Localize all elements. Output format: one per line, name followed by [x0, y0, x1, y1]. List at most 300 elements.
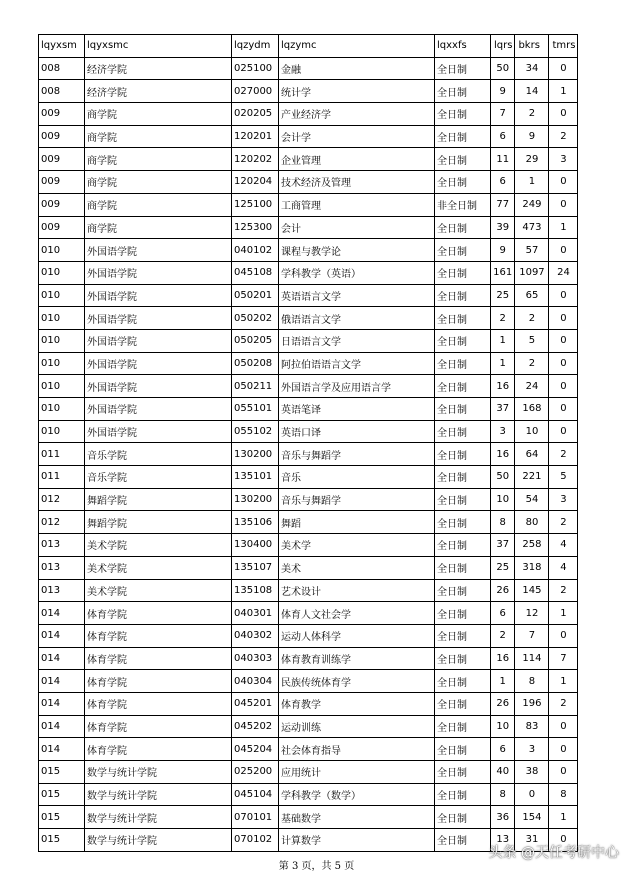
table-row — [39, 329, 578, 352]
admitted-count-cell: 9 — [491, 239, 515, 262]
exempt-count-cell: 0 — [549, 329, 578, 352]
major-code-cell: 045202 — [232, 715, 279, 738]
college-code-cell: 014 — [39, 738, 85, 761]
table-row — [39, 647, 578, 670]
major-code-cell: 045201 — [232, 692, 279, 715]
table-row — [39, 103, 578, 126]
exempt-count-cell: 0 — [549, 239, 578, 262]
college-code-cell: 009 — [39, 216, 85, 239]
study-mode-cell: 全日制 — [435, 398, 491, 421]
applicant-count-cell: 0 — [515, 783, 549, 806]
major-name-cell: 课程与教学论 — [279, 239, 435, 262]
college-name-cell: 商学院 — [85, 193, 232, 216]
admitted-count-cell: 13 — [491, 829, 515, 852]
college-code-cell: 008 — [39, 57, 85, 80]
exempt-count-cell: 0 — [549, 738, 578, 761]
applicant-count-cell: 258 — [515, 534, 549, 557]
exempt-count-cell: 0 — [549, 375, 578, 398]
major-name-cell: 学科教学（数学） — [279, 783, 435, 806]
watermark-text: 头条 @天任考研中心 — [488, 845, 619, 861]
applicant-count-cell: 12 — [515, 602, 549, 625]
college-code-cell: 012 — [39, 488, 85, 511]
admitted-count-cell: 161 — [491, 261, 515, 284]
major-code-cell: 135101 — [232, 466, 279, 489]
applicant-count-cell: 154 — [515, 806, 549, 829]
study-mode-cell: 全日制 — [435, 329, 491, 352]
study-mode-cell: 全日制 — [435, 806, 491, 829]
admitted-count-cell: 50 — [491, 57, 515, 80]
applicant-count-cell: 196 — [515, 692, 549, 715]
admitted-count-cell: 6 — [491, 602, 515, 625]
college-code-cell: 010 — [39, 329, 85, 352]
study-mode-cell: 全日制 — [435, 647, 491, 670]
applicant-count-cell: 249 — [515, 193, 549, 216]
applicant-count-cell: 34 — [515, 57, 549, 80]
college-name-cell: 体育学院 — [85, 692, 232, 715]
table-row — [39, 216, 578, 239]
major-name-cell: 体育教学 — [279, 692, 435, 715]
major-name-cell: 会计学 — [279, 125, 435, 148]
table-row — [39, 193, 578, 216]
major-code-cell: 130400 — [232, 534, 279, 557]
study-mode-cell: 全日制 — [435, 761, 491, 784]
study-mode-cell: 全日制 — [435, 261, 491, 284]
admitted-count-cell: 2 — [491, 307, 515, 330]
admitted-count-cell: 7 — [491, 103, 515, 126]
applicant-count-cell: 145 — [515, 579, 549, 602]
college-code-cell: 008 — [39, 80, 85, 103]
admitted-count-cell: 11 — [491, 148, 515, 171]
admitted-count-cell: 1 — [491, 329, 515, 352]
admitted-count-cell: 37 — [491, 534, 515, 557]
applicant-count-cell: 1097 — [515, 261, 549, 284]
major-code-cell: 070102 — [232, 829, 279, 852]
college-code-cell: 014 — [39, 602, 85, 625]
study-mode-cell: 全日制 — [435, 488, 491, 511]
major-name-cell: 音乐 — [279, 466, 435, 489]
major-name-cell: 统计学 — [279, 80, 435, 103]
college-name-cell: 外国语学院 — [85, 352, 232, 375]
college-name-cell: 外国语学院 — [85, 239, 232, 262]
study-mode-cell: 全日制 — [435, 466, 491, 489]
study-mode-cell: 全日制 — [435, 80, 491, 103]
applicant-count-cell: 473 — [515, 216, 549, 239]
admitted-count-cell: 6 — [491, 125, 515, 148]
exempt-count-cell: 1 — [549, 80, 578, 103]
exempt-count-cell: 0 — [549, 398, 578, 421]
applicant-count-cell: 2 — [515, 352, 549, 375]
exempt-count-cell: 3 — [549, 148, 578, 171]
college-code-cell: 010 — [39, 307, 85, 330]
major-code-cell: 055101 — [232, 398, 279, 421]
college-code-cell: 012 — [39, 511, 85, 534]
table-row — [39, 806, 578, 829]
study-mode-cell: 全日制 — [435, 670, 491, 693]
study-mode-cell: 全日制 — [435, 715, 491, 738]
study-mode-cell: 全日制 — [435, 103, 491, 126]
college-code-cell: 014 — [39, 624, 85, 647]
admitted-count-cell: 10 — [491, 715, 515, 738]
major-name-cell: 产业经济学 — [279, 103, 435, 126]
study-mode-cell: 全日制 — [435, 783, 491, 806]
college-code-cell: 014 — [39, 692, 85, 715]
college-name-cell: 外国语学院 — [85, 307, 232, 330]
table-row — [39, 534, 578, 557]
exempt-count-cell: 2 — [549, 579, 578, 602]
page-footer: 第 3 页，共 5 页 — [278, 861, 355, 872]
college-code-cell: 013 — [39, 556, 85, 579]
major-code-cell: 025200 — [232, 761, 279, 784]
header-lqrs: lqrs — [491, 35, 515, 58]
college-code-cell: 010 — [39, 375, 85, 398]
admitted-count-cell: 6 — [491, 738, 515, 761]
exempt-count-cell: 0 — [549, 307, 578, 330]
college-name-cell: 外国语学院 — [85, 261, 232, 284]
exempt-count-cell: 4 — [549, 534, 578, 557]
study-mode-cell: 全日制 — [435, 125, 491, 148]
major-name-cell: 音乐与舞蹈学 — [279, 443, 435, 466]
major-code-cell: 050201 — [232, 284, 279, 307]
college-name-cell: 外国语学院 — [85, 375, 232, 398]
major-name-cell: 民族传统体育学 — [279, 670, 435, 693]
admitted-count-cell: 26 — [491, 579, 515, 602]
applicant-count-cell: 57 — [515, 239, 549, 262]
study-mode-cell: 全日制 — [435, 284, 491, 307]
college-name-cell: 商学院 — [85, 125, 232, 148]
major-code-cell: 050208 — [232, 352, 279, 375]
major-name-cell: 会计 — [279, 216, 435, 239]
exempt-count-cell: 1 — [549, 670, 578, 693]
study-mode-cell: 全日制 — [435, 352, 491, 375]
major-code-cell: 040303 — [232, 647, 279, 670]
admitted-count-cell: 37 — [491, 398, 515, 421]
applicant-count-cell: 8 — [515, 670, 549, 693]
major-name-cell: 艺术设计 — [279, 579, 435, 602]
college-name-cell: 美术学院 — [85, 534, 232, 557]
applicant-count-cell: 83 — [515, 715, 549, 738]
major-name-cell: 运动人体科学 — [279, 624, 435, 647]
exempt-count-cell: 0 — [549, 171, 578, 194]
admitted-count-cell: 2 — [491, 624, 515, 647]
table-row — [39, 738, 578, 761]
college-name-cell: 体育学院 — [85, 670, 232, 693]
header-lqyxsmc: lqyxsmc — [85, 35, 232, 58]
admitted-count-cell: 77 — [491, 193, 515, 216]
header-row — [39, 35, 578, 58]
major-name-cell: 美术 — [279, 556, 435, 579]
major-code-cell: 027000 — [232, 80, 279, 103]
major-name-cell: 美术学 — [279, 534, 435, 557]
major-name-cell: 阿拉伯语语言文学 — [279, 352, 435, 375]
college-name-cell: 体育学院 — [85, 624, 232, 647]
major-code-cell: 040304 — [232, 670, 279, 693]
college-name-cell: 体育学院 — [85, 647, 232, 670]
major-code-cell: 050202 — [232, 307, 279, 330]
college-code-cell: 015 — [39, 783, 85, 806]
study-mode-cell: 全日制 — [435, 624, 491, 647]
study-mode-cell: 全日制 — [435, 602, 491, 625]
college-name-cell: 舞蹈学院 — [85, 488, 232, 511]
exempt-count-cell: 1 — [549, 216, 578, 239]
applicant-count-cell: 29 — [515, 148, 549, 171]
study-mode-cell: 全日制 — [435, 511, 491, 534]
header-bkrs: bkrs — [515, 35, 549, 58]
college-name-cell: 商学院 — [85, 171, 232, 194]
admitted-count-cell: 8 — [491, 783, 515, 806]
exempt-count-cell: 0 — [549, 284, 578, 307]
college-name-cell: 舞蹈学院 — [85, 511, 232, 534]
major-code-cell: 070101 — [232, 806, 279, 829]
table-row — [39, 783, 578, 806]
exempt-count-cell: 0 — [549, 57, 578, 80]
college-name-cell: 美术学院 — [85, 579, 232, 602]
major-name-cell: 基础数学 — [279, 806, 435, 829]
college-code-cell: 011 — [39, 466, 85, 489]
exempt-count-cell: 0 — [549, 420, 578, 443]
table-body — [39, 57, 578, 851]
admitted-count-cell: 9 — [491, 80, 515, 103]
table-row — [39, 375, 578, 398]
college-code-cell: 009 — [39, 171, 85, 194]
table-row — [39, 761, 578, 784]
table-row — [39, 284, 578, 307]
table-row — [39, 624, 578, 647]
admitted-count-cell: 36 — [491, 806, 515, 829]
applicant-count-cell: 65 — [515, 284, 549, 307]
major-name-cell: 音乐与舞蹈学 — [279, 488, 435, 511]
study-mode-cell: 全日制 — [435, 579, 491, 602]
admitted-count-cell: 39 — [491, 216, 515, 239]
study-mode-cell: 全日制 — [435, 216, 491, 239]
exempt-count-cell: 0 — [549, 829, 578, 852]
admitted-count-cell: 3 — [491, 420, 515, 443]
table-row — [39, 692, 578, 715]
admitted-count-cell: 1 — [491, 670, 515, 693]
applicant-count-cell: 10 — [515, 420, 549, 443]
table-row — [39, 466, 578, 489]
exempt-count-cell: 24 — [549, 261, 578, 284]
college-name-cell: 商学院 — [85, 103, 232, 126]
major-name-cell: 外国语言学及应用语言学 — [279, 375, 435, 398]
college-code-cell: 014 — [39, 715, 85, 738]
header-lqxxfs: lqxxfs — [435, 35, 491, 58]
college-name-cell: 美术学院 — [85, 556, 232, 579]
admitted-count-cell: 40 — [491, 761, 515, 784]
college-name-cell: 体育学院 — [85, 715, 232, 738]
table-row — [39, 57, 578, 80]
applicant-count-cell: 14 — [515, 80, 549, 103]
major-name-cell: 金融 — [279, 57, 435, 80]
admitted-count-cell: 25 — [491, 284, 515, 307]
exempt-count-cell: 2 — [549, 443, 578, 466]
college-code-cell: 014 — [39, 647, 85, 670]
exempt-count-cell: 2 — [549, 692, 578, 715]
major-name-cell: 社会体育指导 — [279, 738, 435, 761]
table-row — [39, 352, 578, 375]
college-code-cell: 010 — [39, 398, 85, 421]
college-code-cell: 010 — [39, 284, 85, 307]
college-code-cell: 015 — [39, 806, 85, 829]
college-name-cell: 经济学院 — [85, 57, 232, 80]
applicant-count-cell: 3 — [515, 738, 549, 761]
admitted-count-cell: 10 — [491, 488, 515, 511]
table-row — [39, 602, 578, 625]
major-code-cell: 125100 — [232, 193, 279, 216]
major-code-cell: 120201 — [232, 125, 279, 148]
exempt-count-cell: 0 — [549, 624, 578, 647]
college-code-cell: 011 — [39, 443, 85, 466]
study-mode-cell: 非全日制 — [435, 193, 491, 216]
admitted-count-cell: 50 — [491, 466, 515, 489]
college-code-cell: 010 — [39, 239, 85, 262]
college-name-cell: 经济学院 — [85, 80, 232, 103]
major-name-cell: 俄语语言文学 — [279, 307, 435, 330]
major-code-cell: 025100 — [232, 57, 279, 80]
applicant-count-cell: 38 — [515, 761, 549, 784]
major-name-cell: 技术经济及管理 — [279, 171, 435, 194]
major-name-cell: 英语笔译 — [279, 398, 435, 421]
college-code-cell: 013 — [39, 534, 85, 557]
table-row — [39, 579, 578, 602]
college-name-cell: 数学与统计学院 — [85, 806, 232, 829]
table-row — [39, 420, 578, 443]
exempt-count-cell: 0 — [549, 103, 578, 126]
applicant-count-cell: 168 — [515, 398, 549, 421]
exempt-count-cell: 5 — [549, 466, 578, 489]
applicant-count-cell: 221 — [515, 466, 549, 489]
admitted-count-cell: 6 — [491, 171, 515, 194]
major-code-cell: 045204 — [232, 738, 279, 761]
college-name-cell: 音乐学院 — [85, 443, 232, 466]
study-mode-cell: 全日制 — [435, 829, 491, 852]
table-row — [39, 398, 578, 421]
college-name-cell: 商学院 — [85, 216, 232, 239]
applicant-count-cell: 54 — [515, 488, 549, 511]
major-name-cell: 学科教学（英语） — [279, 261, 435, 284]
major-code-cell: 120204 — [232, 171, 279, 194]
major-name-cell: 体育教育训练学 — [279, 647, 435, 670]
major-code-cell: 120202 — [232, 148, 279, 171]
major-code-cell: 130200 — [232, 443, 279, 466]
applicant-count-cell: 9 — [515, 125, 549, 148]
study-mode-cell: 全日制 — [435, 692, 491, 715]
exempt-count-cell: 8 — [549, 783, 578, 806]
college-name-cell: 数学与统计学院 — [85, 829, 232, 852]
applicant-count-cell: 1 — [515, 171, 549, 194]
major-code-cell: 050205 — [232, 329, 279, 352]
applicant-count-cell: 7 — [515, 624, 549, 647]
table-row — [39, 80, 578, 103]
college-code-cell: 014 — [39, 670, 85, 693]
applicant-count-cell: 114 — [515, 647, 549, 670]
major-code-cell: 135107 — [232, 556, 279, 579]
college-code-cell: 010 — [39, 420, 85, 443]
exempt-count-cell: 0 — [549, 352, 578, 375]
major-name-cell: 英语口译 — [279, 420, 435, 443]
major-code-cell: 045104 — [232, 783, 279, 806]
college-code-cell: 009 — [39, 103, 85, 126]
college-name-cell: 体育学院 — [85, 738, 232, 761]
study-mode-cell: 全日制 — [435, 443, 491, 466]
study-mode-cell: 全日制 — [435, 420, 491, 443]
major-code-cell: 045108 — [232, 261, 279, 284]
college-name-cell: 数学与统计学院 — [85, 761, 232, 784]
exempt-count-cell: 1 — [549, 602, 578, 625]
college-name-cell: 数学与统计学院 — [85, 783, 232, 806]
college-name-cell: 外国语学院 — [85, 284, 232, 307]
study-mode-cell: 全日制 — [435, 239, 491, 262]
exempt-count-cell: 0 — [549, 193, 578, 216]
major-code-cell: 135106 — [232, 511, 279, 534]
college-name-cell: 商学院 — [85, 148, 232, 171]
college-name-cell: 音乐学院 — [85, 466, 232, 489]
college-code-cell: 009 — [39, 193, 85, 216]
major-name-cell: 体育人文社会学 — [279, 602, 435, 625]
major-name-cell: 应用统计 — [279, 761, 435, 784]
college-code-cell: 013 — [39, 579, 85, 602]
college-code-cell: 010 — [39, 352, 85, 375]
major-name-cell: 日语语言文学 — [279, 329, 435, 352]
major-code-cell: 125300 — [232, 216, 279, 239]
study-mode-cell: 全日制 — [435, 307, 491, 330]
table-row — [39, 239, 578, 262]
exempt-count-cell: 2 — [549, 511, 578, 534]
major-code-cell: 055102 — [232, 420, 279, 443]
study-mode-cell: 全日制 — [435, 57, 491, 80]
major-code-cell: 130200 — [232, 488, 279, 511]
college-code-cell: 009 — [39, 148, 85, 171]
major-name-cell: 舞蹈 — [279, 511, 435, 534]
table-row — [39, 261, 578, 284]
exempt-count-cell: 7 — [549, 647, 578, 670]
major-name-cell: 英语语言文学 — [279, 284, 435, 307]
college-code-cell: 015 — [39, 761, 85, 784]
admitted-count-cell: 16 — [491, 647, 515, 670]
exempt-count-cell: 2 — [549, 125, 578, 148]
admissions-table — [38, 34, 578, 852]
study-mode-cell: 全日制 — [435, 375, 491, 398]
table-row — [39, 171, 578, 194]
table-row — [39, 556, 578, 579]
table-row — [39, 148, 578, 171]
study-mode-cell: 全日制 — [435, 148, 491, 171]
college-name-cell: 外国语学院 — [85, 398, 232, 421]
applicant-count-cell: 5 — [515, 329, 549, 352]
admitted-count-cell: 16 — [491, 443, 515, 466]
college-name-cell: 外国语学院 — [85, 420, 232, 443]
college-code-cell: 015 — [39, 829, 85, 852]
exempt-count-cell: 0 — [549, 715, 578, 738]
major-code-cell: 040102 — [232, 239, 279, 262]
applicant-count-cell: 2 — [515, 103, 549, 126]
applicant-count-cell: 2 — [515, 307, 549, 330]
admitted-count-cell: 1 — [491, 352, 515, 375]
exempt-count-cell: 3 — [549, 488, 578, 511]
college-name-cell: 体育学院 — [85, 602, 232, 625]
table-row — [39, 443, 578, 466]
applicant-count-cell: 31 — [515, 829, 549, 852]
table-row — [39, 307, 578, 330]
header-lqyxsm: lqyxsm — [39, 35, 85, 58]
table-row — [39, 715, 578, 738]
college-name-cell: 外国语学院 — [85, 329, 232, 352]
admitted-count-cell: 16 — [491, 375, 515, 398]
major-code-cell: 135108 — [232, 579, 279, 602]
major-code-cell: 020205 — [232, 103, 279, 126]
major-code-cell: 050211 — [232, 375, 279, 398]
study-mode-cell: 全日制 — [435, 556, 491, 579]
major-name-cell: 计算数学 — [279, 829, 435, 852]
